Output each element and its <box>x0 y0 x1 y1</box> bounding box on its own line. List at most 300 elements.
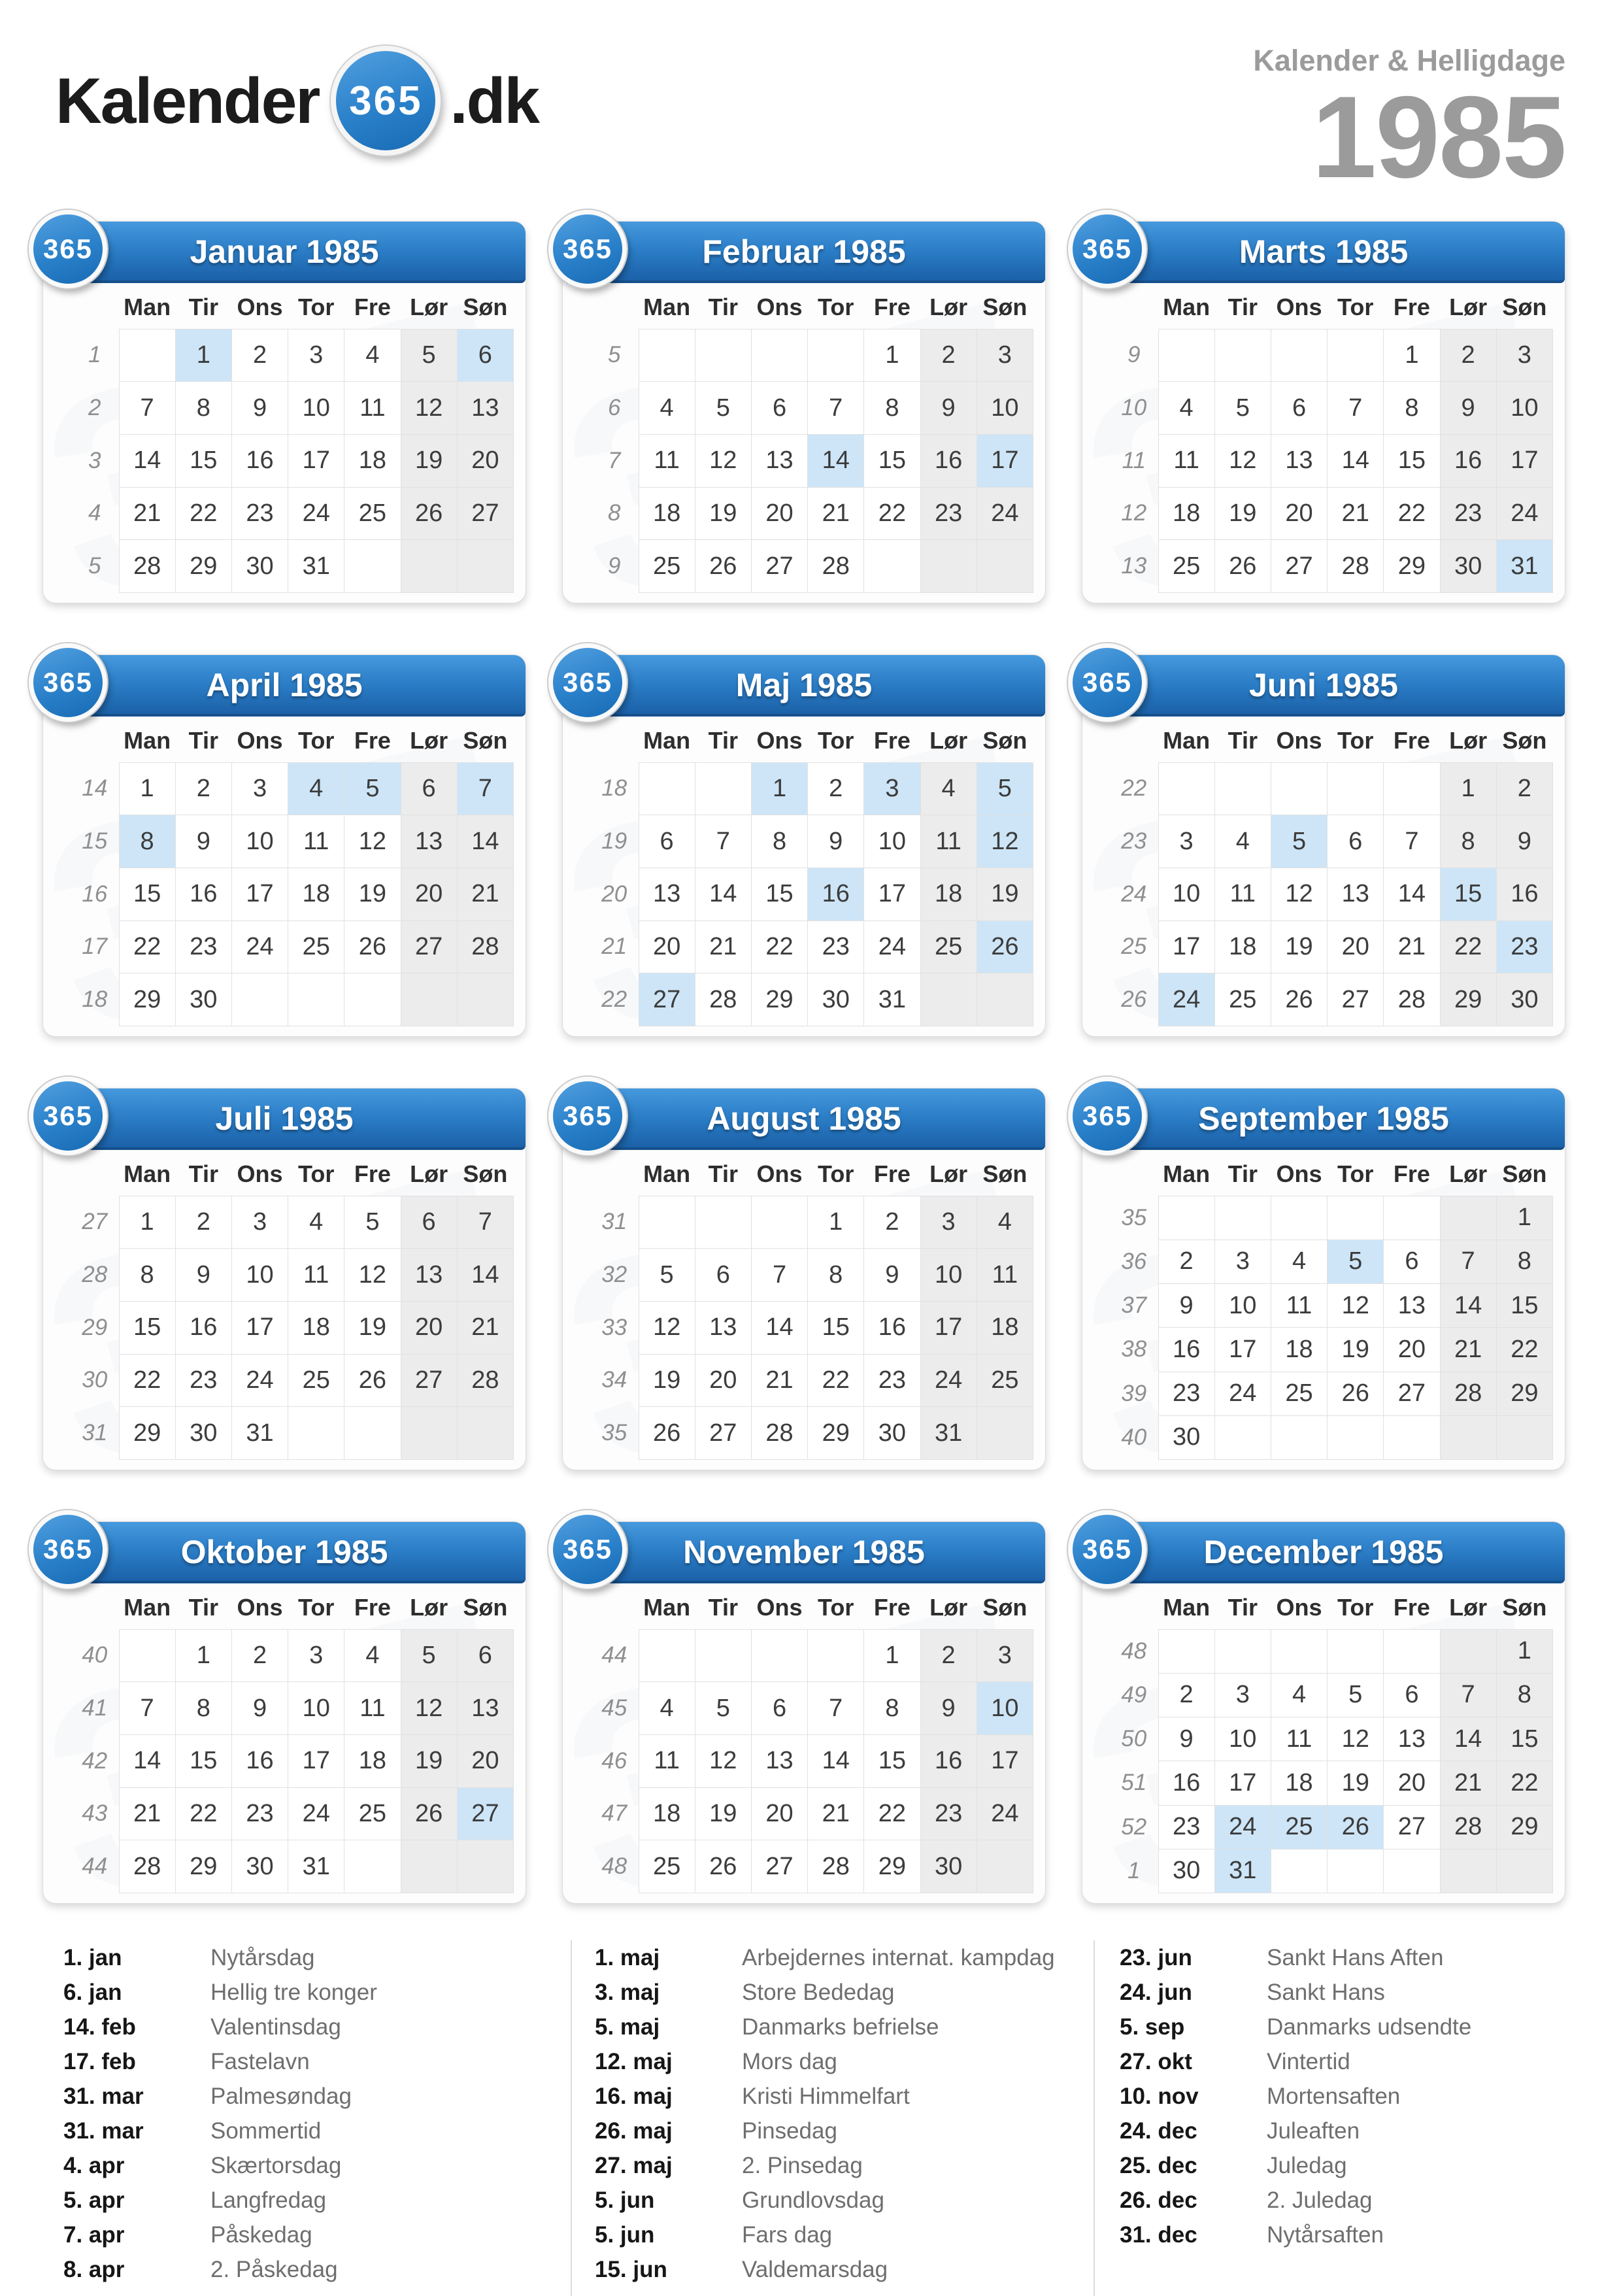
day-cell[interactable]: 30 <box>1440 540 1496 593</box>
day-cell[interactable]: 20 <box>1384 1761 1440 1805</box>
day-cell[interactable]: 9 <box>231 382 288 435</box>
day-cell[interactable]: 27 <box>457 1787 513 1840</box>
day-cell[interactable]: 10 <box>1214 1284 1271 1328</box>
day-cell[interactable]: 17 <box>977 1734 1033 1787</box>
day-cell[interactable]: 28 <box>751 1407 807 1460</box>
day-cell[interactable]: 19 <box>344 868 401 920</box>
day-cell[interactable]: 8 <box>808 1249 864 1302</box>
day-cell[interactable]: 21 <box>1440 1761 1496 1805</box>
day-cell[interactable]: 27 <box>751 1840 807 1893</box>
day-cell[interactable]: 30 <box>175 973 231 1026</box>
day-cell[interactable]: 15 <box>175 434 231 487</box>
day-cell[interactable]: 8 <box>864 1682 920 1735</box>
day-cell[interactable]: 2 <box>175 762 231 815</box>
day-cell[interactable]: 24 <box>231 920 288 973</box>
day-cell[interactable]: 12 <box>977 815 1033 868</box>
day-cell[interactable]: 31 <box>231 1407 288 1460</box>
day-cell[interactable]: 16 <box>175 868 231 920</box>
day-cell[interactable]: 15 <box>1440 868 1496 920</box>
day-cell[interactable]: 29 <box>175 540 231 593</box>
day-cell[interactable]: 20 <box>751 487 807 540</box>
day-cell[interactable]: 14 <box>751 1301 807 1354</box>
day-cell[interactable]: 13 <box>751 1734 807 1787</box>
day-cell[interactable]: 23 <box>231 1787 288 1840</box>
day-cell[interactable]: 17 <box>231 868 288 920</box>
day-cell[interactable]: 22 <box>1496 1761 1552 1805</box>
day-cell[interactable]: 8 <box>1496 1240 1552 1283</box>
day-cell[interactable]: 4 <box>1158 382 1214 435</box>
day-cell[interactable]: 6 <box>639 815 695 868</box>
day-cell[interactable]: 22 <box>1384 487 1440 540</box>
day-cell[interactable]: 18 <box>977 1301 1033 1354</box>
day-cell[interactable]: 19 <box>401 434 457 487</box>
day-cell[interactable]: 30 <box>1158 1415 1214 1459</box>
day-cell[interactable]: 17 <box>1496 434 1552 487</box>
day-cell[interactable]: 5 <box>1328 1240 1384 1283</box>
day-cell[interactable]: 7 <box>808 382 864 435</box>
day-cell[interactable]: 16 <box>175 1301 231 1354</box>
day-cell[interactable]: 31 <box>1496 540 1552 593</box>
day-cell[interactable]: 9 <box>920 1682 977 1735</box>
day-cell[interactable]: 13 <box>1384 1717 1440 1761</box>
day-cell[interactable]: 28 <box>1328 540 1384 593</box>
day-cell[interactable]: 24 <box>288 487 344 540</box>
day-cell[interactable]: 24 <box>231 1354 288 1407</box>
day-cell[interactable]: 6 <box>401 1196 457 1249</box>
day-cell[interactable]: 25 <box>920 920 977 973</box>
day-cell[interactable]: 2 <box>864 1196 920 1249</box>
site-logo[interactable] <box>56 46 539 156</box>
day-cell[interactable]: 6 <box>751 1682 807 1735</box>
day-cell[interactable]: 15 <box>808 1301 864 1354</box>
day-cell[interactable]: 11 <box>344 1682 401 1735</box>
day-cell[interactable]: 15 <box>751 868 807 920</box>
day-cell[interactable]: 21 <box>695 920 751 973</box>
day-cell[interactable]: 14 <box>1440 1717 1496 1761</box>
day-cell[interactable]: 13 <box>1271 434 1327 487</box>
day-cell[interactable]: 18 <box>288 1301 344 1354</box>
day-cell[interactable]: 9 <box>864 1249 920 1302</box>
day-cell[interactable]: 6 <box>1384 1673 1440 1717</box>
day-cell[interactable]: 2 <box>808 762 864 815</box>
day-cell[interactable]: 7 <box>1440 1240 1496 1283</box>
day-cell[interactable]: 10 <box>288 1682 344 1735</box>
day-cell[interactable]: 11 <box>288 1249 344 1302</box>
day-cell[interactable]: 2 <box>1496 762 1552 815</box>
day-cell[interactable]: 4 <box>344 329 401 382</box>
day-cell[interactable]: 10 <box>977 382 1033 435</box>
day-cell[interactable]: 27 <box>1328 973 1384 1026</box>
day-cell[interactable]: 14 <box>119 434 175 487</box>
day-cell[interactable]: 2 <box>1440 329 1496 382</box>
day-cell[interactable]: 7 <box>119 1682 175 1735</box>
day-cell[interactable]: 11 <box>288 815 344 868</box>
day-cell[interactable]: 11 <box>1158 434 1214 487</box>
day-cell[interactable]: 9 <box>808 815 864 868</box>
day-cell[interactable]: 24 <box>1496 487 1552 540</box>
day-cell[interactable]: 15 <box>1496 1284 1552 1328</box>
day-cell[interactable]: 23 <box>1440 487 1496 540</box>
day-cell[interactable]: 5 <box>977 762 1033 815</box>
day-cell[interactable]: 18 <box>920 868 977 920</box>
day-cell[interactable]: 6 <box>1384 1240 1440 1283</box>
day-cell[interactable]: 10 <box>231 1249 288 1302</box>
day-cell[interactable]: 23 <box>1158 1805 1214 1849</box>
day-cell[interactable]: 13 <box>751 434 807 487</box>
day-cell[interactable]: 27 <box>1384 1372 1440 1415</box>
day-cell[interactable]: 19 <box>1328 1761 1384 1805</box>
day-cell[interactable]: 1 <box>1440 762 1496 815</box>
day-cell[interactable]: 3 <box>977 1629 1033 1682</box>
day-cell[interactable]: 5 <box>1214 382 1271 435</box>
day-cell[interactable]: 7 <box>1328 382 1384 435</box>
day-cell[interactable]: 11 <box>1271 1717 1327 1761</box>
day-cell[interactable]: 11 <box>1271 1284 1327 1328</box>
day-cell[interactable]: 4 <box>1271 1673 1327 1717</box>
day-cell[interactable]: 8 <box>119 815 175 868</box>
day-cell[interactable]: 28 <box>1440 1372 1496 1415</box>
day-cell[interactable]: 1 <box>1384 329 1440 382</box>
day-cell[interactable]: 20 <box>1384 1328 1440 1372</box>
day-cell[interactable]: 13 <box>1328 868 1384 920</box>
day-cell[interactable]: 31 <box>1214 1849 1271 1893</box>
day-cell[interactable]: 21 <box>1384 920 1440 973</box>
day-cell[interactable]: 30 <box>1496 973 1552 1026</box>
day-cell[interactable]: 25 <box>344 1787 401 1840</box>
day-cell[interactable]: 13 <box>457 1682 513 1735</box>
day-cell[interactable]: 25 <box>1271 1805 1327 1849</box>
day-cell[interactable]: 30 <box>175 1407 231 1460</box>
day-cell[interactable]: 11 <box>977 1249 1033 1302</box>
day-cell[interactable]: 10 <box>1214 1717 1271 1761</box>
day-cell[interactable]: 31 <box>864 973 920 1026</box>
day-cell[interactable]: 18 <box>344 434 401 487</box>
day-cell[interactable]: 1 <box>119 762 175 815</box>
day-cell[interactable]: 10 <box>1496 382 1552 435</box>
day-cell[interactable]: 5 <box>695 1682 751 1735</box>
day-cell[interactable]: 8 <box>119 1249 175 1302</box>
day-cell[interactable]: 16 <box>1440 434 1496 487</box>
day-cell[interactable]: 13 <box>457 382 513 435</box>
day-cell[interactable]: 2 <box>175 1196 231 1249</box>
day-cell[interactable]: 14 <box>457 1249 513 1302</box>
day-cell[interactable]: 29 <box>1496 1372 1552 1415</box>
day-cell[interactable]: 25 <box>1214 973 1271 1026</box>
day-cell[interactable]: 17 <box>864 868 920 920</box>
day-cell[interactable]: 3 <box>1496 329 1552 382</box>
day-cell[interactable]: 1 <box>864 1629 920 1682</box>
day-cell[interactable]: 25 <box>639 1840 695 1893</box>
day-cell[interactable]: 6 <box>457 1629 513 1682</box>
day-cell[interactable]: 5 <box>401 1629 457 1682</box>
day-cell[interactable]: 19 <box>1328 1328 1384 1372</box>
day-cell[interactable]: 26 <box>695 540 751 593</box>
day-cell[interactable]: 19 <box>639 1354 695 1407</box>
day-cell[interactable]: 30 <box>231 540 288 593</box>
day-cell[interactable]: 9 <box>920 382 977 435</box>
day-cell[interactable]: 14 <box>1384 868 1440 920</box>
day-cell[interactable]: 21 <box>457 1301 513 1354</box>
day-cell[interactable]: 27 <box>401 1354 457 1407</box>
day-cell[interactable]: 4 <box>920 762 977 815</box>
day-cell[interactable]: 22 <box>1440 920 1496 973</box>
day-cell[interactable]: 7 <box>1440 1673 1496 1717</box>
day-cell[interactable]: 28 <box>808 540 864 593</box>
day-cell[interactable]: 6 <box>695 1249 751 1302</box>
day-cell[interactable]: 24 <box>920 1354 977 1407</box>
day-cell[interactable]: 7 <box>1384 815 1440 868</box>
day-cell[interactable]: 1 <box>1496 1629 1552 1673</box>
day-cell[interactable]: 17 <box>1158 920 1214 973</box>
day-cell[interactable]: 22 <box>751 920 807 973</box>
day-cell[interactable]: 3 <box>1158 815 1214 868</box>
day-cell[interactable]: 17 <box>1214 1761 1271 1805</box>
day-cell[interactable]: 23 <box>920 487 977 540</box>
day-cell[interactable]: 12 <box>344 1249 401 1302</box>
day-cell[interactable]: 5 <box>401 329 457 382</box>
day-cell[interactable]: 16 <box>1158 1761 1214 1805</box>
day-cell[interactable]: 21 <box>1328 487 1384 540</box>
day-cell[interactable]: 26 <box>344 920 401 973</box>
day-cell[interactable]: 21 <box>457 868 513 920</box>
day-cell[interactable]: 16 <box>864 1301 920 1354</box>
day-cell[interactable]: 23 <box>1158 1372 1214 1415</box>
day-cell[interactable]: 6 <box>1328 815 1384 868</box>
day-cell[interactable]: 24 <box>1214 1805 1271 1849</box>
day-cell[interactable]: 3 <box>1214 1240 1271 1283</box>
day-cell[interactable]: 14 <box>1328 434 1384 487</box>
day-cell[interactable]: 26 <box>639 1407 695 1460</box>
day-cell[interactable]: 3 <box>1214 1673 1271 1717</box>
day-cell[interactable]: 28 <box>119 540 175 593</box>
day-cell[interactable]: 11 <box>639 434 695 487</box>
day-cell[interactable]: 1 <box>1496 1196 1552 1240</box>
day-cell[interactable]: 20 <box>401 1301 457 1354</box>
day-cell[interactable]: 5 <box>1271 815 1327 868</box>
day-cell[interactable]: 12 <box>344 815 401 868</box>
day-cell[interactable]: 1 <box>751 762 807 815</box>
day-cell[interactable]: 7 <box>808 1682 864 1735</box>
day-cell[interactable]: 14 <box>808 1734 864 1787</box>
day-cell[interactable]: 16 <box>1158 1328 1214 1372</box>
day-cell[interactable]: 28 <box>1384 973 1440 1026</box>
day-cell[interactable]: 6 <box>751 382 807 435</box>
day-cell[interactable]: 1 <box>808 1196 864 1249</box>
day-cell[interactable]: 9 <box>1496 815 1552 868</box>
day-cell[interactable]: 10 <box>231 815 288 868</box>
day-cell[interactable]: 27 <box>751 540 807 593</box>
day-cell[interactable]: 2 <box>920 329 977 382</box>
day-cell[interactable]: 9 <box>1158 1284 1214 1328</box>
day-cell[interactable]: 30 <box>920 1840 977 1893</box>
day-cell[interactable]: 12 <box>639 1301 695 1354</box>
day-cell[interactable]: 25 <box>977 1354 1033 1407</box>
day-cell[interactable]: 25 <box>1271 1372 1327 1415</box>
day-cell[interactable]: 22 <box>808 1354 864 1407</box>
day-cell[interactable]: 18 <box>288 868 344 920</box>
day-cell[interactable]: 29 <box>119 973 175 1026</box>
day-cell[interactable]: 26 <box>344 1354 401 1407</box>
day-cell[interactable]: 18 <box>344 1734 401 1787</box>
day-cell[interactable]: 22 <box>864 1787 920 1840</box>
day-cell[interactable]: 3 <box>920 1196 977 1249</box>
day-cell[interactable]: 4 <box>639 1682 695 1735</box>
day-cell[interactable]: 3 <box>231 762 288 815</box>
day-cell[interactable]: 24 <box>1158 973 1214 1026</box>
day-cell[interactable]: 20 <box>457 434 513 487</box>
day-cell[interactable]: 15 <box>1384 434 1440 487</box>
day-cell[interactable]: 10 <box>288 382 344 435</box>
day-cell[interactable]: 26 <box>1328 1805 1384 1849</box>
day-cell[interactable]: 18 <box>1271 1761 1327 1805</box>
day-cell[interactable]: 14 <box>1440 1284 1496 1328</box>
day-cell[interactable]: 17 <box>231 1301 288 1354</box>
day-cell[interactable]: 3 <box>288 329 344 382</box>
day-cell[interactable]: 10 <box>920 1249 977 1302</box>
day-cell[interactable]: 9 <box>175 1249 231 1302</box>
day-cell[interactable]: 8 <box>751 815 807 868</box>
day-cell[interactable]: 26 <box>401 487 457 540</box>
day-cell[interactable]: 26 <box>1328 1372 1384 1415</box>
day-cell[interactable]: 16 <box>920 1734 977 1787</box>
day-cell[interactable]: 17 <box>920 1301 977 1354</box>
day-cell[interactable]: 30 <box>864 1407 920 1460</box>
day-cell[interactable]: 5 <box>344 762 401 815</box>
day-cell[interactable]: 19 <box>1214 487 1271 540</box>
day-cell[interactable]: 19 <box>695 487 751 540</box>
day-cell[interactable]: 9 <box>175 815 231 868</box>
day-cell[interactable]: 20 <box>751 1787 807 1840</box>
day-cell[interactable]: 17 <box>977 434 1033 487</box>
day-cell[interactable]: 12 <box>1271 868 1327 920</box>
day-cell[interactable]: 25 <box>344 487 401 540</box>
day-cell[interactable]: 22 <box>1496 1328 1552 1372</box>
day-cell[interactable]: 27 <box>401 920 457 973</box>
day-cell[interactable]: 26 <box>401 1787 457 1840</box>
day-cell[interactable]: 16 <box>808 868 864 920</box>
day-cell[interactable]: 8 <box>1496 1673 1552 1717</box>
day-cell[interactable]: 13 <box>401 815 457 868</box>
day-cell[interactable]: 7 <box>457 762 513 815</box>
day-cell[interactable]: 12 <box>401 382 457 435</box>
day-cell[interactable]: 31 <box>288 540 344 593</box>
day-cell[interactable]: 20 <box>695 1354 751 1407</box>
day-cell[interactable]: 24 <box>977 1787 1033 1840</box>
day-cell[interactable]: 14 <box>695 868 751 920</box>
day-cell[interactable]: 18 <box>1271 1328 1327 1372</box>
day-cell[interactable]: 2 <box>231 329 288 382</box>
day-cell[interactable]: 4 <box>288 1196 344 1249</box>
day-cell[interactable]: 2 <box>1158 1673 1214 1717</box>
day-cell[interactable]: 19 <box>977 868 1033 920</box>
day-cell[interactable]: 6 <box>401 762 457 815</box>
day-cell[interactable]: 23 <box>808 920 864 973</box>
day-cell[interactable]: 8 <box>175 382 231 435</box>
day-cell[interactable]: 31 <box>920 1407 977 1460</box>
day-cell[interactable]: 13 <box>401 1249 457 1302</box>
day-cell[interactable]: 23 <box>175 1354 231 1407</box>
day-cell[interactable]: 12 <box>401 1682 457 1735</box>
day-cell[interactable]: 20 <box>457 1734 513 1787</box>
day-cell[interactable]: 1 <box>119 1196 175 1249</box>
day-cell[interactable]: 28 <box>457 1354 513 1407</box>
day-cell[interactable]: 12 <box>695 1734 751 1787</box>
day-cell[interactable]: 31 <box>288 1840 344 1893</box>
day-cell[interactable]: 24 <box>977 487 1033 540</box>
day-cell[interactable]: 2 <box>1158 1240 1214 1283</box>
day-cell[interactable]: 16 <box>920 434 977 487</box>
day-cell[interactable]: 21 <box>751 1354 807 1407</box>
day-cell[interactable]: 12 <box>1328 1717 1384 1761</box>
day-cell[interactable]: 18 <box>639 487 695 540</box>
day-cell[interactable]: 17 <box>1214 1328 1271 1372</box>
day-cell[interactable]: 4 <box>344 1629 401 1682</box>
day-cell[interactable]: 23 <box>864 1354 920 1407</box>
day-cell[interactable]: 20 <box>1328 920 1384 973</box>
day-cell[interactable]: 25 <box>639 540 695 593</box>
day-cell[interactable]: 21 <box>119 487 175 540</box>
day-cell[interactable]: 10 <box>864 815 920 868</box>
day-cell[interactable]: 27 <box>639 973 695 1026</box>
day-cell[interactable]: 28 <box>457 920 513 973</box>
day-cell[interactable]: 7 <box>695 815 751 868</box>
day-cell[interactable]: 15 <box>119 868 175 920</box>
day-cell[interactable]: 17 <box>288 1734 344 1787</box>
day-cell[interactable]: 22 <box>864 487 920 540</box>
day-cell[interactable]: 3 <box>231 1196 288 1249</box>
day-cell[interactable]: 1 <box>175 1629 231 1682</box>
day-cell[interactable]: 7 <box>119 382 175 435</box>
day-cell[interactable]: 30 <box>808 973 864 1026</box>
day-cell[interactable]: 5 <box>1328 1673 1384 1717</box>
day-cell[interactable]: 21 <box>1440 1328 1496 1372</box>
day-cell[interactable]: 25 <box>288 920 344 973</box>
day-cell[interactable]: 26 <box>1271 973 1327 1026</box>
day-cell[interactable]: 30 <box>1158 1849 1214 1893</box>
day-cell[interactable]: 27 <box>1271 540 1327 593</box>
day-cell[interactable]: 29 <box>808 1407 864 1460</box>
day-cell[interactable]: 7 <box>751 1249 807 1302</box>
day-cell[interactable]: 22 <box>119 920 175 973</box>
day-cell[interactable]: 15 <box>864 1734 920 1787</box>
day-cell[interactable]: 22 <box>175 1787 231 1840</box>
day-cell[interactable]: 27 <box>1384 1805 1440 1849</box>
day-cell[interactable]: 4 <box>288 762 344 815</box>
day-cell[interactable]: 29 <box>1440 973 1496 1026</box>
day-cell[interactable]: 8 <box>1440 815 1496 868</box>
day-cell[interactable]: 7 <box>457 1196 513 1249</box>
day-cell[interactable]: 16 <box>1496 868 1552 920</box>
day-cell[interactable]: 30 <box>231 1840 288 1893</box>
day-cell[interactable]: 4 <box>1214 815 1271 868</box>
day-cell[interactable]: 24 <box>288 1787 344 1840</box>
day-cell[interactable]: 4 <box>639 382 695 435</box>
day-cell[interactable]: 5 <box>639 1249 695 1302</box>
day-cell[interactable]: 28 <box>808 1840 864 1893</box>
day-cell[interactable]: 17 <box>288 434 344 487</box>
day-cell[interactable]: 19 <box>401 1734 457 1787</box>
day-cell[interactable]: 3 <box>977 329 1033 382</box>
day-cell[interactable]: 15 <box>119 1301 175 1354</box>
day-cell[interactable]: 27 <box>457 487 513 540</box>
day-cell[interactable]: 26 <box>977 920 1033 973</box>
day-cell[interactable]: 16 <box>231 1734 288 1787</box>
day-cell[interactable]: 4 <box>1271 1240 1327 1283</box>
day-cell[interactable]: 21 <box>808 487 864 540</box>
day-cell[interactable]: 5 <box>344 1196 401 1249</box>
day-cell[interactable]: 11 <box>920 815 977 868</box>
day-cell[interactable]: 18 <box>639 1787 695 1840</box>
